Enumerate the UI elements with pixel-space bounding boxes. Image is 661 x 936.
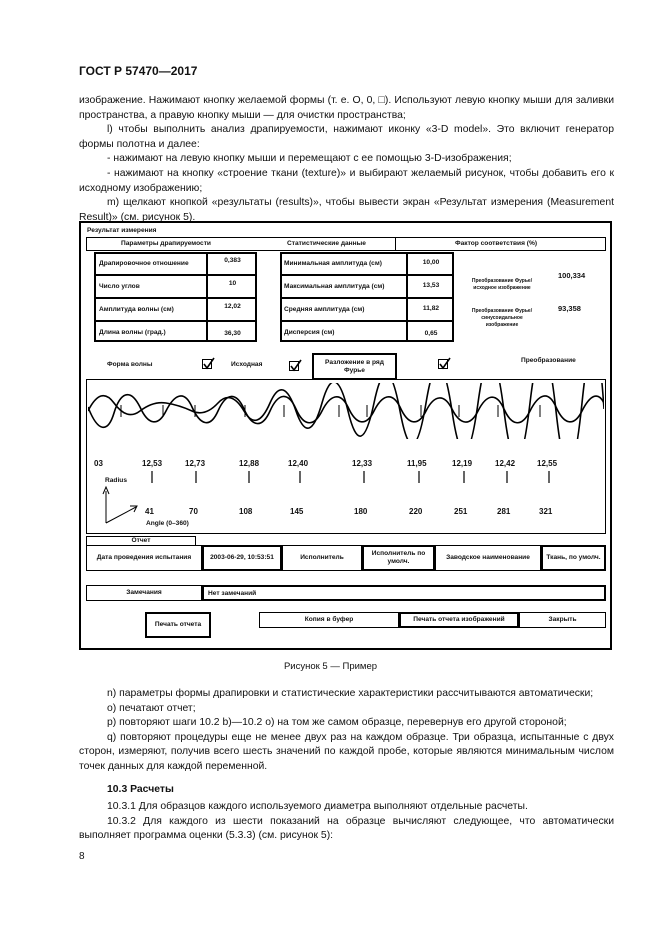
angle-value: 220 xyxy=(409,507,423,516)
angle-value: 281 xyxy=(497,507,511,516)
angle-value: 70 xyxy=(189,507,198,516)
max-amplitude-label: Максимальная амплитуда (см) xyxy=(284,282,385,290)
wave-plot xyxy=(88,383,604,439)
copy-buffer-button[interactable]: Копия в буфер xyxy=(259,612,399,628)
fourier-sine-label: Преобразование Фурье/синусоидальное изображение xyxy=(471,307,533,328)
customer-value[interactable]: Ткань, по умолч. xyxy=(541,545,606,571)
radius-value: 12,88 xyxy=(239,459,260,468)
section-line-1: 10.3.2 Для каждого из шести показаний на образце вычисляют следующее, что автоматически выполняет программа оценки (5.3.3) (см. рисунок 5): xyxy=(79,815,614,842)
performer-label: Исполнитель xyxy=(282,545,362,571)
intro-text xyxy=(79,94,614,225)
dispersion-value: 0,65 xyxy=(424,330,438,337)
remarks-label: Замечания xyxy=(86,585,202,601)
print-image-button[interactable]: Печать отчета изображений xyxy=(399,612,519,628)
angle-value: 251 xyxy=(454,507,468,516)
tick-lines xyxy=(88,469,604,509)
angle-axis-label: Angle (0–360) xyxy=(146,520,189,527)
window-title: Результат измерения xyxy=(87,227,157,234)
close-button[interactable]: Закрыть xyxy=(519,612,606,628)
correlation-header: Фактор соответствия (%) xyxy=(455,240,538,247)
angle-value: 180 xyxy=(354,507,368,516)
report-title: Отчет xyxy=(86,536,196,546)
intro-line-2: - нажимают на левую кнопку мыши и перемещают с ее помощью 3-D-изображения; xyxy=(107,153,512,165)
drape-ratio-value: 0,383 xyxy=(224,257,241,264)
performer-value[interactable]: Исполнитель по умолч. xyxy=(362,545,435,571)
dispersion-label: Дисперсия (см) xyxy=(284,328,335,336)
wave-form-checkbox[interactable] xyxy=(202,359,212,369)
radius-value: 11,95 xyxy=(407,459,427,468)
min-amplitude-value: 10,00 xyxy=(422,259,440,266)
radius-value: 12,42 xyxy=(495,459,516,468)
intro-line-0: изображение. Нажимают кнопку желаемой формы (т. е. O, 0, □). Используют левую кнопку мыши для заливки пространства, а правую кнопку мыши — для очистки пространства; xyxy=(79,95,614,121)
corners-value: 10 xyxy=(228,280,237,287)
test-date-label: Дата проведения испытания xyxy=(86,545,202,571)
radius-axis-label: Radius xyxy=(105,477,127,484)
radius-value: 12,73 xyxy=(185,459,206,468)
avg-amplitude-label: Средняя амплитуда (см) xyxy=(284,305,365,313)
wave-form-label: Форма волны xyxy=(107,361,153,368)
after-line-2: p) повторяют шаги 10.2 b)—10.2 o) на том же самом образце, перевернув его другой стороной; xyxy=(107,717,567,729)
fourier-wave xyxy=(88,395,604,428)
section-title: 10.3 Расчеты xyxy=(107,784,174,795)
corners-label: Число углов xyxy=(99,282,140,290)
print-report-button[interactable]: Печать отчета xyxy=(145,612,211,638)
page-number: 8 xyxy=(79,851,85,862)
remarks-field[interactable]: Нет замечаний xyxy=(202,585,606,601)
fourier-original-label: Преобразование Фурье/исходное изображение xyxy=(471,278,533,291)
angle-value: 321 xyxy=(539,507,553,516)
radius-value: 12,53 xyxy=(142,459,163,468)
after-line-1: o) печатают отчет; xyxy=(107,702,196,714)
customer-label: Заводское наименование xyxy=(435,545,541,571)
transformation-label: Преобразование xyxy=(521,357,576,364)
avg-amplitude-value: 11,82 xyxy=(422,305,440,312)
standard-header: ГОСТ Р 57470—2017 xyxy=(79,64,198,78)
radius-value: 12,19 xyxy=(452,459,473,468)
fourier-sine-value: 93,358 xyxy=(558,304,581,313)
measurement-result-window xyxy=(79,221,612,650)
min-amplitude-label: Минимальная амплитуда (см) xyxy=(284,259,382,267)
after-text xyxy=(79,687,614,775)
radius-value: 12,40 xyxy=(288,459,309,468)
fourier-original-value: 100,334 xyxy=(558,271,586,280)
angle-value: 108 xyxy=(239,507,253,516)
wave-length-label: Длина волны (град.) xyxy=(99,328,166,336)
radius-value: 12,33 xyxy=(352,459,373,468)
original-label: Исходная xyxy=(231,361,263,368)
wave-amplitude-label: Амплитуда волны (см) xyxy=(99,305,174,313)
radius-value: 12,55 xyxy=(537,459,558,468)
intro-line-3: - нажимают на кнопку «строение ткани (texture)» и выбирают желаемый рисунок, чтобы добавить его к исходному изображению; xyxy=(79,167,614,194)
figure-caption: Рисунок 5 — Пример xyxy=(283,661,378,672)
fourier-checkbox[interactable] xyxy=(438,359,448,369)
intro-line-1: l) чтобы выполнить анализ драпируемости, нажимают иконку «3-D model». Это включит генератор формы полотна и далее: xyxy=(79,124,614,150)
original-checkbox[interactable] xyxy=(289,361,299,371)
wave-length-value: 36,30 xyxy=(224,330,241,337)
after-line-3: q) повторяют процедуры еще не менее двух раз на каждом образце. Три образца, испытанные с двух сторон, измеряют, получив всего шесть значений по каждой пробе, которые являются минимальным числом точек данных для каждой переменной. xyxy=(79,731,614,772)
stats-header: Статистические данные xyxy=(287,240,366,247)
after-line-0: n) параметры формы драпировки и статистические характеристики рассчитываются автоматически; xyxy=(107,688,594,699)
test-date-value: 2003-06-29, 10:53:51 xyxy=(202,545,282,571)
drape-ratio-label: Драпировочное отношение xyxy=(99,260,189,267)
axis-arrows xyxy=(100,485,150,527)
fourier-button[interactable]: Разложение в ряд Фурье xyxy=(312,353,397,380)
section-text xyxy=(79,800,614,844)
max-amplitude-value: 13,53 xyxy=(422,282,440,289)
angle-value: 41 xyxy=(145,507,154,516)
angle-value: 145 xyxy=(290,507,304,516)
wave-amplitude-value: 12,02 xyxy=(224,303,241,310)
radius-value: 03 xyxy=(94,459,103,468)
section-line-0: 10.3.1 Для образцов каждого используемого диаметра выполняют отдельные расчеты. xyxy=(107,801,528,812)
drape-params-header: Параметры драпируемости xyxy=(121,240,211,247)
intro-line-4: m) щелкают кнопкой «результаты (results)», чтобы вывести экран «Результат измерения (Measurement Result)» (см. рисунок 5). xyxy=(79,197,614,223)
